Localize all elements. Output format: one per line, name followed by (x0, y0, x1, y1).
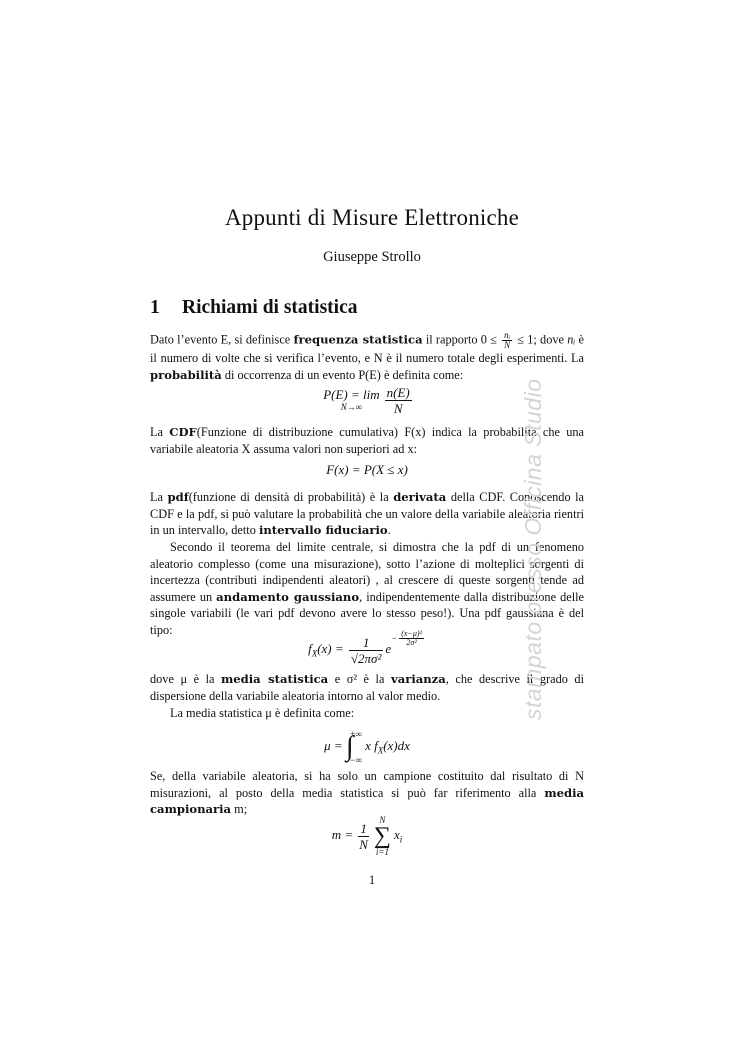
term-media-statistica: media statistica (220, 672, 329, 686)
fraction-denominator (349, 651, 383, 666)
text-run: è il numero di volte che si verifica l’evento, e N è il numero totale degli esperimenti. La (150, 332, 584, 365)
summation-sign: ∑ (373, 823, 391, 849)
equation-lhs: μ = (324, 737, 343, 753)
equation-fraction (385, 385, 412, 416)
sqrt-term: √2πσ² (350, 650, 382, 666)
term-varianza: varianza (390, 672, 446, 686)
text-run: . (387, 523, 391, 538)
text-run: il rapporto 0 ≤ (422, 332, 501, 347)
fraction-numerator: nᵢ (504, 330, 511, 340)
equation-gaussian (150, 630, 584, 666)
paragraph-limite-centrale (150, 539, 584, 639)
equation-probability (150, 385, 584, 416)
fraction-denominator: N (504, 340, 511, 350)
equation-mean (150, 728, 584, 766)
equation-cdf: F(x) = P(X ≤ x) (326, 462, 408, 477)
paragraph-media-campionaria (150, 768, 584, 818)
page-number: 1 (368, 873, 376, 887)
symbol-ni: nᵢ (567, 332, 576, 347)
term-pdf: pdf (167, 490, 189, 504)
term-probabilita: probabilità (150, 367, 222, 382)
term-derivata: derivata (393, 490, 447, 504)
text-run: (funzione di densità di probabilità) è la (188, 490, 394, 504)
equation-lhs: m = (331, 826, 354, 842)
paragraph-pdf (150, 489, 584, 539)
paragraph-media-definizione: La media statistica μ è definita come: (170, 706, 355, 720)
exponential-base: e (385, 640, 392, 656)
text-run: , indipendentemente dalla distribuzione delle singole variabili (le vari pdf devono avere lo stesso peso!). Una pdf gaussiana è del tipo: (150, 589, 584, 637)
fraction-numerator: n(E) (386, 385, 410, 400)
fraction-numerator: 1 (349, 635, 383, 651)
watermark: stampato presso Officina Studio (520, 378, 546, 720)
document-title: Appunti di Misure Elettroniche (224, 205, 520, 230)
term-frequenza-statistica: frequenza statistica (293, 332, 423, 347)
text-run: della CDF. Conoscendo la CDF e la pdf, si può valutare la probabilità che un valore della variabile aleatoria rientri in un intervallo, detto (150, 490, 585, 538)
equation-lhs: f (308, 640, 312, 656)
equation-fraction (349, 635, 383, 666)
equation-lhs-rest: (x) = (317, 640, 344, 656)
integral-upper-limit: +∞ (349, 729, 363, 739)
text-run: La (150, 490, 168, 504)
document-author: Giuseppe Strollo (323, 249, 421, 265)
text-run: , che descrive il grado di dispersione della variabile aleatoria intorno al valor medio. (150, 672, 584, 703)
equation-fraction (358, 821, 369, 852)
text-run: dove μ è la (150, 672, 221, 686)
summation-block (374, 814, 391, 858)
paragraph-frequenza (150, 331, 584, 383)
section-title: Richiami di statistica (182, 297, 358, 318)
fraction-denominator: N (393, 401, 403, 416)
text-run: Secondo il teorema del limite centrale, si dimostra che la pdf di un fenomeno aleatorio complesso (come una misurazione), sotto l’azione di molteplici sorgenti di incertezza (contributi indipendenti aleatori) , al crescere di queste sorgenti tende ad assumere un (150, 540, 584, 604)
summand-subscript: i (399, 834, 403, 845)
text-run: m; (231, 802, 248, 817)
paragraph-cdf (150, 424, 584, 457)
sum-upper-limit: N (379, 815, 386, 825)
term-cdf: CDF (169, 425, 197, 439)
equation-subscript: X (311, 648, 318, 659)
text-run: (Funzione di distribuzione cumulativa) F(x) indica la probabilità che una variabile aleatoria X assuma valori non superiori ad x: (150, 425, 584, 456)
section-heading (150, 297, 358, 319)
exponent: − (x−μ)² 2σ² (391, 629, 422, 647)
text-run: Dato l’evento E, si definisce (150, 332, 294, 347)
term-intervallo-fiduciario: intervallo fiduciario (258, 523, 388, 538)
limit-subscript: N→∞ (340, 401, 363, 412)
text-run: di occorrenza di un evento P(E) è definita come: (221, 367, 464, 382)
fraction-denominator: 2σ² (406, 638, 417, 647)
fraction-numerator: 1 (360, 820, 367, 836)
section-number: 1 (150, 297, 160, 318)
integrand-subscript: X (377, 745, 384, 756)
text-run: La (150, 425, 170, 439)
equation-sample-mean (150, 814, 584, 858)
exponent-fraction (399, 630, 424, 647)
integral-limits (350, 728, 363, 766)
ratio-fraction (502, 331, 512, 350)
integral-lower-limit: −∞ (349, 755, 363, 765)
integrand: x f (365, 737, 378, 753)
text-run: e σ² è la (328, 672, 391, 686)
limit-block (323, 386, 380, 413)
integral-sign: ∫ (345, 731, 354, 762)
fraction-numerator: (x−μ)² (401, 629, 422, 638)
term-andamento-gaussiano: andamento gaussiano (216, 589, 360, 604)
text-run: ≤ 1; dove (514, 332, 568, 347)
term-media-campionaria: media campionaria (150, 785, 584, 817)
paragraph-media-varianza (150, 671, 584, 704)
sum-lower-limit: i=1 (375, 847, 389, 857)
text-run: Se, della variabile aleatoria, si ha solo un campione costituito dal risultato di N misurazioni, al posto della media statistica si può far riferimento alla (150, 769, 584, 800)
integrand-rest: (x)dx (383, 737, 410, 753)
fraction-denominator: N (359, 836, 368, 852)
equation-lhs: P(E) = lim (323, 386, 380, 402)
summand: x (393, 826, 400, 842)
